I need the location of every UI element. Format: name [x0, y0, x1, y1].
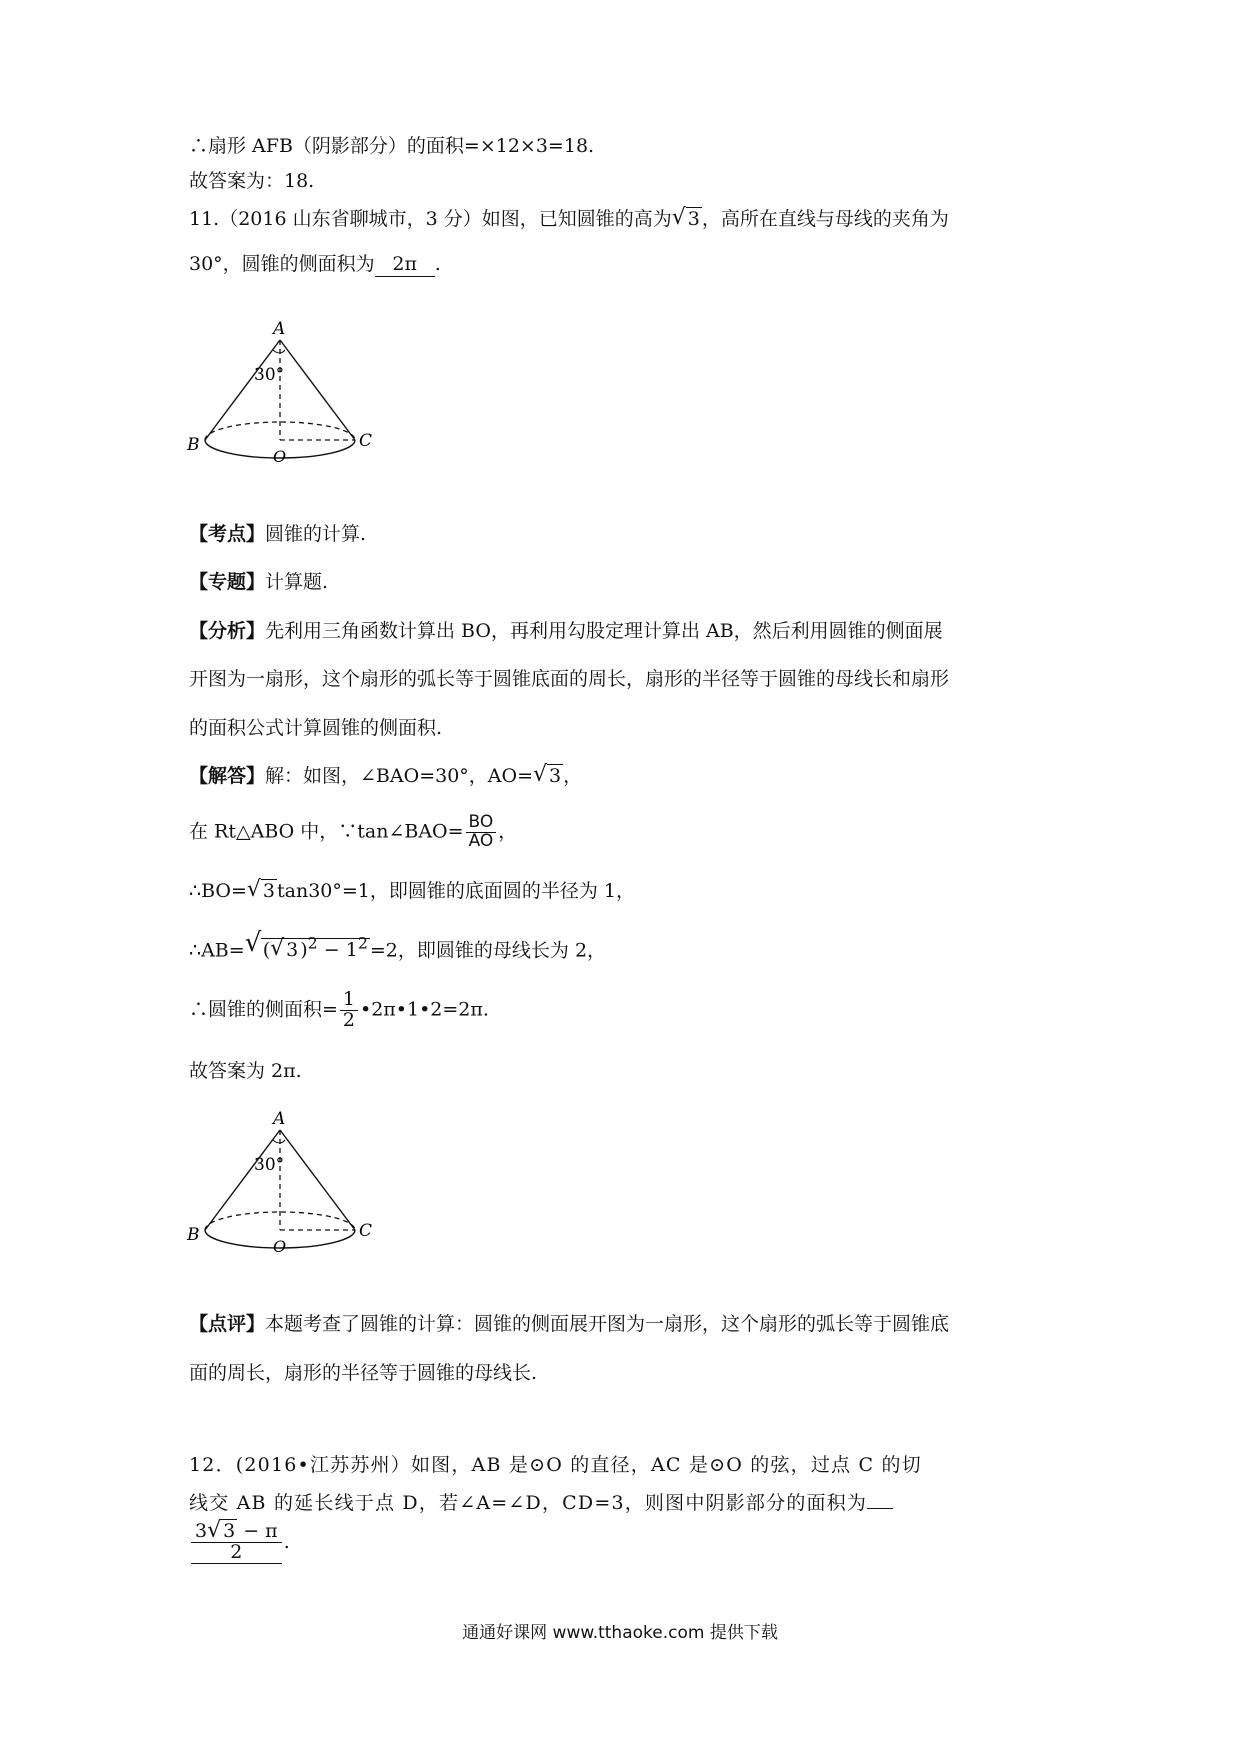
jieda-3b: tan30°=1，即圆锥的底面圆的半径为 1， — [277, 880, 636, 902]
prev-answer-conclusion: 故答案为：18. — [189, 170, 315, 192]
jieda-3a: ∴BO= — [189, 880, 247, 902]
dianping-line2: 面的周长，扇形的半径等于圆锥的母线长. — [189, 1362, 538, 1384]
half-fraction: $\frac{1}{2}$ — [340, 990, 358, 1031]
q12-answer — [189, 1518, 290, 1564]
jieda-line2 — [189, 814, 517, 851]
fenxi-text-1: 先利用三角函数计算出 BO，再利用勾股定理计算出 AB，然后利用圆锥的侧面展 — [265, 620, 943, 642]
sqrt-3: √ 3 — [207, 1518, 236, 1543]
sqrt-expression: √ ( √ 3 )$^2 - 1^2$ — [244, 928, 368, 962]
label-b: B — [187, 435, 200, 455]
fenxi-line3: 的面积公式计算圆锥的侧面积. — [189, 717, 443, 739]
cone-figure-2 — [185, 1110, 385, 1290]
jieda-line5 — [189, 990, 489, 1031]
label-a: A — [273, 1110, 286, 1129]
angle-label: 30° — [254, 365, 285, 385]
label-o: O — [273, 447, 287, 466]
dianping-tag: 【点评】 — [189, 1313, 266, 1335]
label-c: C — [359, 431, 373, 451]
kaodian-text: 圆锥的计算. — [265, 523, 367, 545]
zhuanti-text: 计算题. — [265, 571, 329, 593]
jieda-5b: •2π•1•2=2π. — [360, 998, 489, 1021]
q12-answer-fraction: 3 √ 3 − π 2 — [191, 1522, 282, 1564]
label-a: A — [273, 320, 286, 339]
q11-stem-a: 11.（2016 山东省聊城市，3 分）如图，已知圆锥的高为 — [189, 208, 672, 230]
label-c: C — [359, 1221, 373, 1241]
dianping-text-1: 本题考查了圆锥的计算：圆锥的侧面展开图为一扇形，这个扇形的弧长等于圆锥底 — [265, 1313, 950, 1335]
jieda-4b: =2，即圆锥的母线长为 2， — [369, 939, 607, 962]
jieda-line1 — [189, 762, 583, 788]
sqrt-3-inner: √ 3 — [270, 936, 299, 962]
jieda-line3 — [189, 877, 636, 903]
sqrt-3: √ 3 — [246, 877, 275, 902]
jieda-1b: ， — [563, 765, 583, 787]
q12-stem-line1: 12．(2016•江苏苏州）如图，AB 是⊙O 的直径，AC 是⊙O 的弦，过点 C 的切 — [189, 1454, 922, 1476]
jieda-4a: ∴AB= — [189, 939, 245, 962]
cone-figure-1 — [185, 320, 385, 500]
q11-stem-b: ，高所在直线与母线的夹角为 — [701, 208, 949, 230]
angle-label: 30° — [254, 1155, 285, 1175]
fenxi-tag: 【分析】 — [189, 620, 266, 642]
jieda-tag: 【解答】 — [189, 765, 266, 787]
fenxi-line1 — [189, 620, 943, 643]
q12-stem-line2 — [189, 1492, 893, 1515]
sqrt-3: √ 3 — [533, 762, 562, 787]
label-o: O — [273, 1237, 287, 1256]
jieda-2b: ， — [498, 820, 518, 843]
label-b: B — [187, 1225, 200, 1245]
q11-stem-end: . — [434, 253, 441, 275]
kaodian-tag: 【考点】 — [189, 523, 266, 545]
tan-fraction: $\frac{BO}{AO}$ — [466, 814, 497, 851]
q11-stem-line1 — [189, 205, 949, 231]
q11-stem-c: 30°，圆锥的侧面积为 — [189, 253, 375, 275]
jieda-line6: 故答案为 2π. — [189, 1060, 302, 1082]
jieda-1a: 解：如图，∠BAO=30°，AO= — [265, 765, 534, 787]
q11-stem-line2 — [189, 253, 441, 277]
prev-answer-line: ∴扇形 AFB（阴影部分）的面积=×12×3=18. — [189, 135, 595, 157]
jieda-5a: ∴圆锥的侧面积= — [189, 998, 338, 1021]
jieda-2a: 在 Rt△ABO 中，∵tan∠BAO= — [189, 820, 464, 843]
q12-end: . — [283, 1530, 290, 1553]
sqrt-3: √ 3 — [671, 205, 700, 230]
fenxi-line2: 开图为一扇形，这个扇形的弧长等于圆锥底面的周长，扇形的半径等于圆锥的母线长和扇形 — [189, 668, 950, 690]
q12-stem-line2-text: 线交 AB 的延长线于点 D，若∠A=∠D，CD=3，则图中阴影部分的面积为 — [189, 1492, 868, 1514]
zhuanti-tag: 【专题】 — [189, 571, 266, 593]
zhuanti-line — [189, 571, 328, 594]
jieda-line4 — [189, 928, 607, 962]
dianping-line1 — [189, 1313, 949, 1336]
kaodian-line — [189, 523, 366, 546]
q11-answer-blank: 2π — [375, 253, 435, 277]
footer-source: 通通好课网 www.tthaoke.com 提供下载 — [462, 1623, 778, 1643]
